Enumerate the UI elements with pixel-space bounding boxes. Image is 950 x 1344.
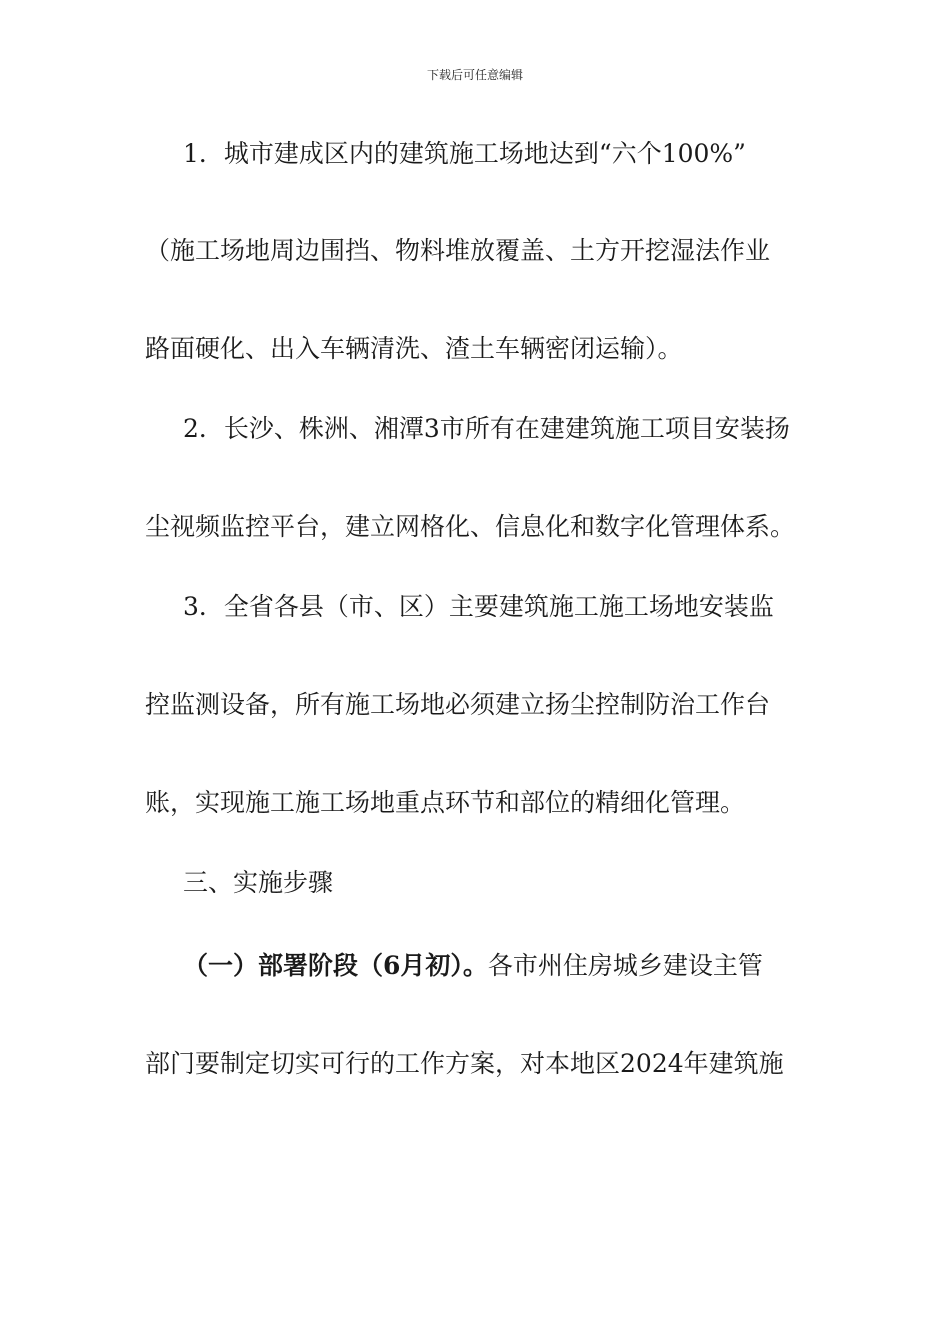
- item-1-line-3: 路面硬化、出入车辆清洗、渣土车辆密闭运输）。: [145, 334, 683, 363]
- item-1-line-2: （施工场地周边围挡、物料堆放覆盖、土方开挖湿法作业: [145, 236, 771, 265]
- stage-1-line-2: 部门要制定切实可行的工作方案，对本地区2024年建筑施: [145, 1049, 784, 1078]
- item-3-line-3: 账，实现施工施工场地重点环节和部位的精细化管理。: [145, 788, 746, 817]
- section-heading: 三、实施步骤: [183, 868, 334, 897]
- item-1-line-1: 1．城市建成区内的建筑施工场地达到“六个100%”: [183, 139, 746, 168]
- item-3-line-2: 控监测设备，所有施工场地必须建立扬尘控制防治工作台: [145, 690, 771, 719]
- stage-1-text: 各市州住房城乡建设主管: [487, 951, 763, 980]
- item-3-line-1: 3．全省各县（市、区）主要建筑施工施工场地安装监: [183, 592, 774, 621]
- stage-1-label: （一）部署阶段（6月初）。: [183, 951, 488, 980]
- item-2-line-2: 尘视频监控平台，建立网格化、信息化和数字化管理体系。: [145, 512, 796, 541]
- stage-1-line-1: [183, 951, 763, 981]
- item-2-line-1: 2．长沙、株洲、湘潭3市所有在建建筑施工项目安装扬: [183, 414, 790, 443]
- page-header: 下载后可任意编辑: [426, 68, 523, 82]
